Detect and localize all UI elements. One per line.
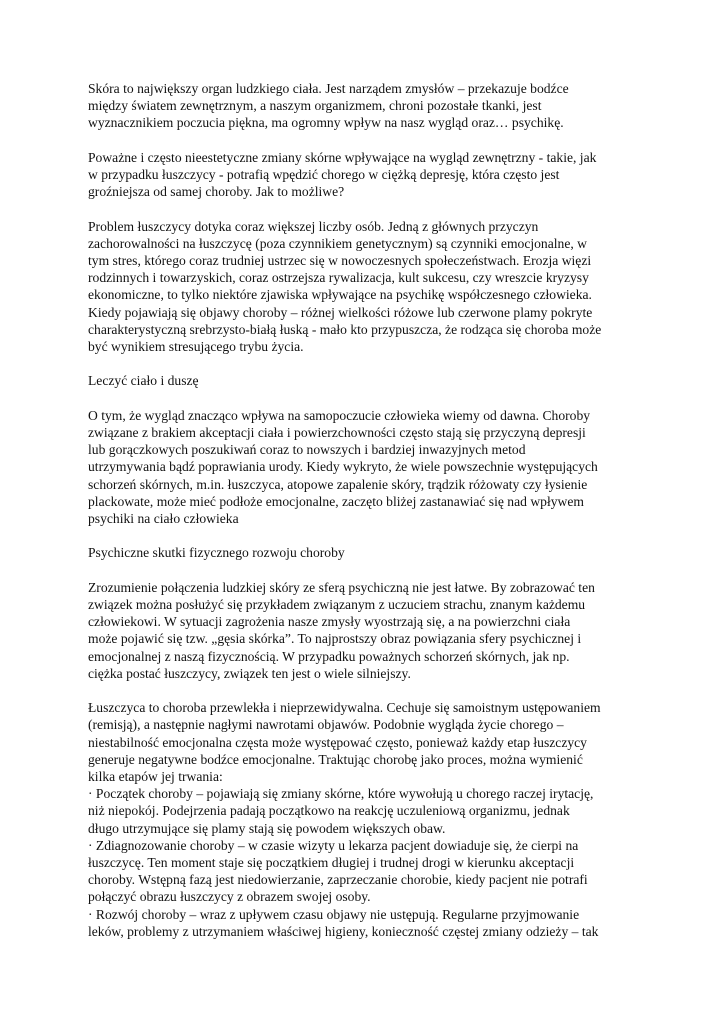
text-line: kilka etapów jej trwania: bbox=[88, 769, 223, 785]
heading-text: Psychiczne skutki fizycznego rozwoju choroby bbox=[88, 545, 345, 561]
text-line: rodzinnych i towarzyskich, coraz ostrzejsza rywalizacja, kult sukcesu, czy wreszcie kryzysy bbox=[88, 270, 589, 286]
text-line: związane z brakiem akceptacji ciała i powierzchowności często stają się przyczyną depresji bbox=[88, 425, 586, 440]
text-line: Łuszczyca to choroba przewlekła i nieprzewidywalna. Cechuje się samoistnym ustępowaniem bbox=[88, 700, 601, 716]
text-line: lub gorączkowych poszukiwań coraz to nowszych i bardziej inwazyjnych metod bbox=[88, 442, 526, 458]
text-line: związek można posłużyć się przykładem związanym z uczuciem strachu, znanym każdemu bbox=[88, 597, 586, 612]
text-line: zachorowalności na łuszczycę (poza czynnikiem genetycznym) są czynniki emocjonalne, w bbox=[88, 235, 587, 251]
text-line: Skóra to największy organ ludzkiego ciała. Jest narządem zmysłów – przekazuje bodźce bbox=[88, 81, 569, 96]
text-line: schorzeń skórnych, m.in. łuszczyca, atopowe zapalenie skóry, trądzik różowaty czy łysienie bbox=[88, 476, 588, 492]
text-line: w przypadku łuszczycy - potrafią wpędzić chorego w ciężką depresję, która często jest bbox=[88, 167, 560, 182]
text-line: być wynikiem stresującego trybu życia. bbox=[88, 339, 304, 355]
list-item-line: · Rozwój choroby – wraz z upływem czasu objawy nie ustępują. Regularne przyjmowanie bbox=[88, 906, 580, 922]
heading-text: Leczyć ciało i duszę bbox=[88, 373, 199, 389]
paragraph-understanding bbox=[88, 579, 648, 682]
text-line: groźniejsza od samej choroby. Jak to możliwe? bbox=[88, 184, 345, 200]
section-heading-psychological-effects bbox=[88, 544, 648, 561]
document-body bbox=[88, 80, 648, 957]
paragraph-problem bbox=[88, 218, 648, 356]
paragraph-intro bbox=[88, 80, 648, 132]
text-line: Zrozumienie połączenia ludzkiej skóry ze sferą psychiczną nie jest łatwe. By zobrazować ten bbox=[88, 579, 595, 595]
paragraph-serious-changes bbox=[88, 149, 648, 201]
list-item-line: choroby. Wstępną fazą jest niedowierzanie, zaprzeczanie chorobie, kiedy pacjent nie potrafi bbox=[88, 872, 588, 888]
text-line: Problem łuszczycy dotyka coraz większej liczby osób. Jedną z głównych przyczyn bbox=[88, 218, 539, 234]
text-line: utrzymywania bądź poprawiania urody. Kiedy wykryto, że wiele powszechnie występujących bbox=[88, 459, 598, 475]
text-line: generuje negatywne bodźce emocjonalne. Traktując chorobę jako proces, można wymienić bbox=[88, 751, 583, 767]
text-line: człowiekowi. W sytuacji zagrożenia nasze zmysły wyostrzają się, a na powierzchni ciała bbox=[88, 614, 571, 630]
paragraph-psoriasis-stages bbox=[88, 699, 648, 940]
text-line: psychiki na ciało człowieka bbox=[88, 511, 239, 527]
text-line: (remisją), a następnie nagłymi nawrotami objawów. Podobnie wygląda życie chorego – bbox=[88, 717, 564, 733]
text-line: Kiedy pojawiają się objawy choroby – różnej wielkości różowe lub czerwone plamy pokryte bbox=[88, 304, 593, 320]
paragraph-appearance bbox=[88, 407, 648, 527]
list-item-line: połączyć obrazu łuszczycy z obrazem swojej osoby. bbox=[88, 889, 371, 905]
text-line: Poważne i często nieestetyczne zmiany skórne wpływające na wygląd zewnętrzny - takie, jak bbox=[88, 149, 597, 165]
text-line: ciężka postać łuszczycy, związek ten jest o wiele silniejszy. bbox=[88, 665, 411, 681]
text-line: emocjonalnej z naszą fizycznością. W przypadku poważnych schorzeń skórnych, jak np. bbox=[88, 648, 570, 664]
list-item-line: łuszczycę. Ten moment staje się początkiem długiej i trudnej drogi w kierunku akceptacji bbox=[88, 855, 575, 871]
list-item-line: długo utrzymujące się plamy stają się powodem większych obaw. bbox=[88, 820, 446, 836]
list-item-line: leków, problemy z utrzymaniem właściwej higieny, konieczność częstej zmiany odzieży – tak bbox=[88, 923, 599, 939]
text-line: wyznacznikiem poczucia piękna, ma ogromny wpływ na nasz wygląd oraz… psychikę. bbox=[88, 115, 564, 131]
text-line: może pojawić się tzw. „gęsia skórka”. To najprostszy obraz powiązania sfery psychicznej i bbox=[88, 631, 582, 647]
list-item-line: niż niepokój. Podejrzenia padają początkowo na reakcję uczuleniową organizmu, jednak bbox=[88, 803, 570, 819]
section-heading-body-and-soul bbox=[88, 372, 648, 389]
text-line: tym stres, którego coraz trudniej ustrzec się w nowoczesnych społeczeństwach. Erozja więzi bbox=[88, 253, 592, 268]
text-line: ekonomiczne, to tylko niektóre zjawiska wpływające na psychikę współczesnego człowieka. bbox=[88, 287, 592, 303]
text-line: niestabilność emocjonalna częsta może występować często, ponieważ każdy etap łuszczycy bbox=[88, 734, 587, 750]
text-line: charakterystyczną srebrzysto-białą łuską - mało kto przypuszcza, że rodząca się choroba może bbox=[88, 321, 602, 337]
list-item-line: · Zdiagnozowanie choroby – w czasie wizyty u lekarza pacjent dowiaduje się, że cierpi na bbox=[88, 837, 579, 853]
text-line: plackowate, może mieć podłoże emocjonalne, zaczęto bliżej zastanawiać się nad wpływem bbox=[88, 493, 584, 509]
text-line: O tym, że wygląd znacząco wpływa na samopoczucie człowieka wiemy od dawna. Choroby bbox=[88, 407, 591, 423]
list-item-line: · Początek choroby – pojawiają się zmiany skórne, które wywołują u chorego raczej irytację, bbox=[88, 786, 594, 802]
text-line: między światem zewnętrznym, a naszym organizmem, chroni pozostałe tkanki, jest bbox=[88, 98, 542, 114]
